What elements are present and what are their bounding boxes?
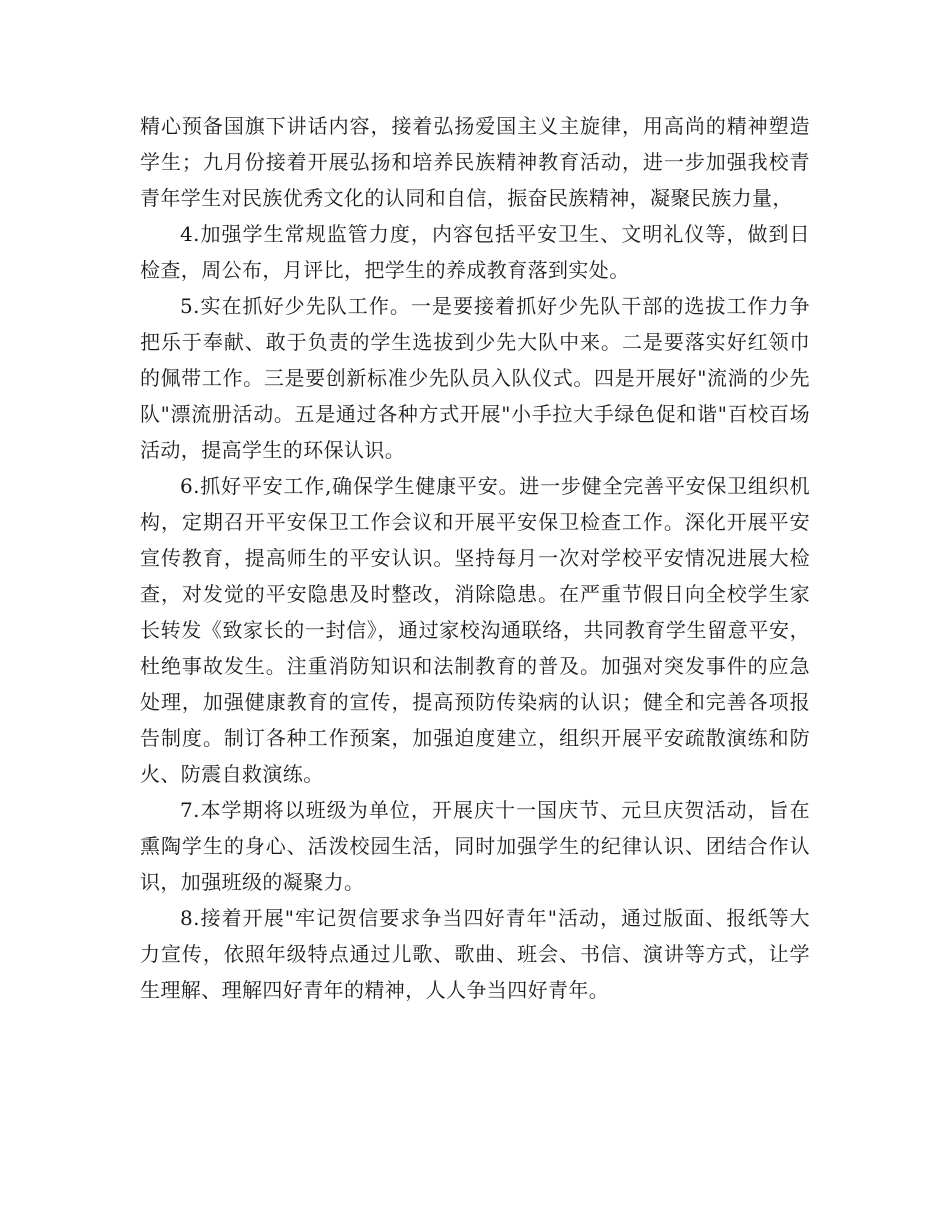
paragraph-continuation: 精心预备国旗下讲话内容，接着弘扬爱国主义主旋律，用高尚的精神塑造学生；九月份接着开展弘扬和培养民族精神教育活动，进一步加强我校青青年学生对民族优秀文化的认同和自信，振奋民族精神，凝聚民族力量，	[140, 114, 810, 210]
paragraph-item-6: 6.抓好平安工作,确保学生健康平安。进一步健全完善平安保卫组织机构，定期召开平安保卫工作会议和开展平安保卫检查工作。深化开展平安宣传教育，提高师生的平安认识。坚持每月一次对学校平安情况进展大检查，对发觉的平安隐患及时整改，消除隐患。在严重节假日向全校学生家长转发《致家长的一封信》，通过家校沟通联络，共同教育学生留意平安，杜绝事故发生。注重消防知识和法制教育的普及。加强对突发事件的应急处理，加强健康教育的宣传，提高预防传染病的认识；健全和完善各项报告制度。制订各种工作预案，加强迫度建立，组织开展平安疏散演练和防火、防震自救演练。	[140, 474, 810, 786]
document-body	[140, 108, 810, 1008]
paragraph-item-5: 5.实在抓好少先队工作。一是要接着抓好少先队干部的选拔工作力争把乐于奉献、敢于负责的学生选拔到少先大队中来。二是要落实好红领巾的佩带工作。三是要创新标准少先队员入队仪式。四是开展好"流淌的少先队"漂流册活动。五是通过各种方式开展"小手拉大手绿色促和谐"百校百场活动，提高学生的环保认识。	[140, 294, 810, 462]
paragraph-item-4: 4.加强学生常规监管力度，内容包括平安卫生、文明礼仪等，做到日检查，周公布，月评比，把学生的养成教育落到实处。	[140, 222, 810, 282]
paragraph-item-7: 7.本学期将以班级为单位，开展庆十一国庆节、元旦庆贺活动，旨在熏陶学生的身心、活泼校园生活，同时加强学生的纪律认识、团结合作认识，加强班级的凝聚力。	[140, 798, 810, 894]
paragraph-item-8: 8.接着开展"牢记贺信要求争当四好青年"活动，通过版面、报纸等大力宣传，依照年级特点通过儿歌、歌曲、班会、书信、演讲等方式，让学生理解、理解四好青年的精神，人人争当四好青年。	[140, 906, 810, 1002]
